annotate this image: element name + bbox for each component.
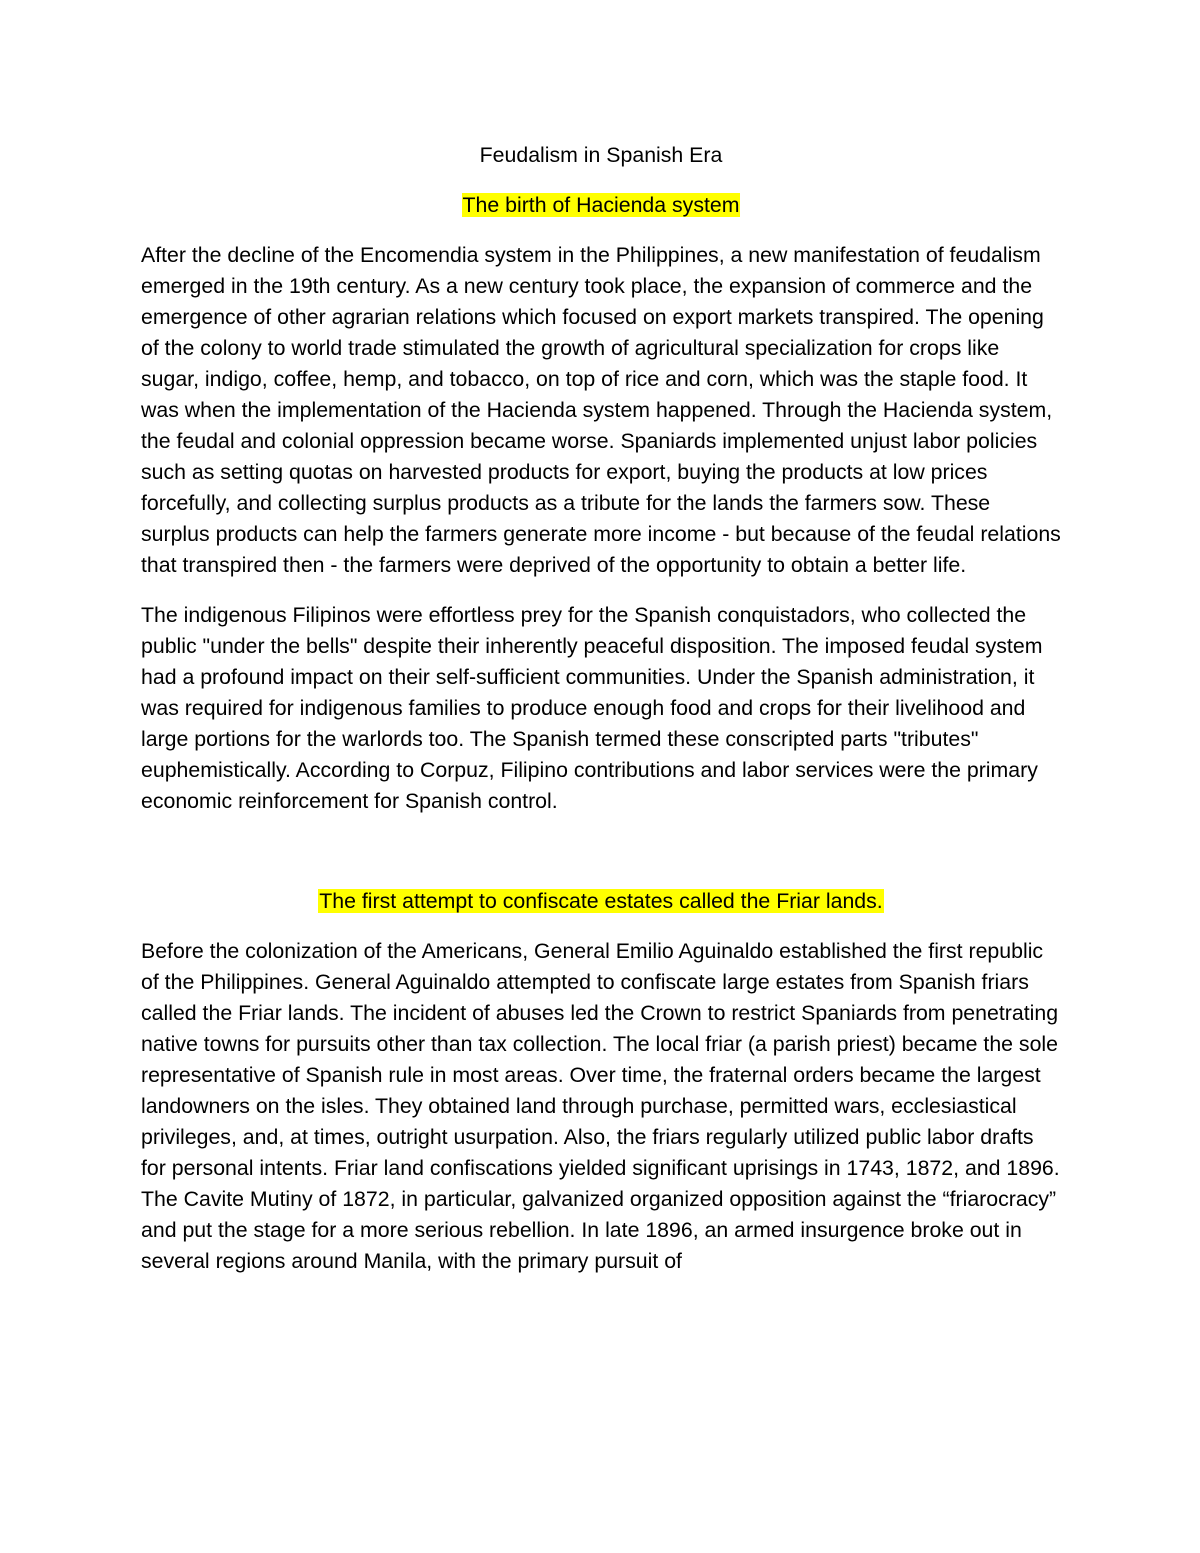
- paragraph-friar-lands-1: Before the colonization of the Americans, General Emilio Aguinaldo established the first republic of the Philippines. General Aguinaldo attempted to confiscate large estates from Spanish friars called the Friar lands. The incident of abuses led the Crown to restrict Spaniards from penetrating native towns for pursuits other than tax collection. The local friar (a parish priest) became the sole representative of Spanish rule in most areas. Over time, the fraternal orders became the largest landowners on the isles. They obtained land through purchase, permitted wars, ecclesiastical privileges, and, at times, outright usurpation. Also, the friars regularly utilized public labor drafts for personal intents. Friar land confiscations yielded significant uprisings in 1743, 1872, and 1896. The Cavite Mutiny of 1872, in particular, galvanized organized opposition against the “friarocracy” and put the stage for a more serious rebellion. In late 1896, an armed insurgence broke out in several regions around Manila, with the primary pursuit of: [141, 939, 1060, 1273]
- highlighted-heading-text: The birth of Hacienda system: [462, 193, 740, 217]
- section-spacer: [141, 836, 1061, 886]
- document-title: Feudalism in Spanish Era: [479, 143, 723, 167]
- section-heading-friar-lands: [141, 886, 1061, 917]
- section-heading-hacienda: [141, 190, 1061, 221]
- paragraph-hacienda-2: The indigenous Filipinos were effortless prey for the Spanish conquistadors, who collected the public "under the bells" despite their inherently peaceful disposition. The imposed feudal system had a profound impact on their self-sufficient communities. Under the Spanish administration, it was required for indigenous families to produce enough food and crops for their livelihood and large portions for the warlords too. The Spanish termed these conscripted parts "tributes" euphemistically. According to Corpuz, Filipino contributions and labor services were the primary economic reinforcement for Spanish control.: [141, 603, 1043, 813]
- paragraph-hacienda-1: After the decline of the Encomendia system in the Philippines, a new manifestation of feudalism emerged in the 19th century. As a new century took place, the expansion of commerce and the emergence of other agrarian relations which focused on export markets transpired. The opening of the colony to world trade stimulated the growth of agricultural specialization for crops like sugar, indigo, coffee, hemp, and tobacco, on top of rice and corn, which was the staple food. It was when the implementation of the Hacienda system happened. Through the Hacienda system, the feudal and colonial oppression became worse. Spaniards implemented unjust labor policies such as setting quotas on harvested products for export, buying the products at low prices forcefully, and collecting surplus products as a tribute for the lands the farmers sow. These surplus products can help the farmers generate more income - but because of the feudal relations that transpired then - the farmers were deprived of the opportunity to obtain a better life.: [141, 243, 1061, 577]
- highlighted-heading-text: The first attempt to confiscate estates called the Friar lands.: [319, 889, 883, 913]
- document-body: [141, 140, 1061, 1296]
